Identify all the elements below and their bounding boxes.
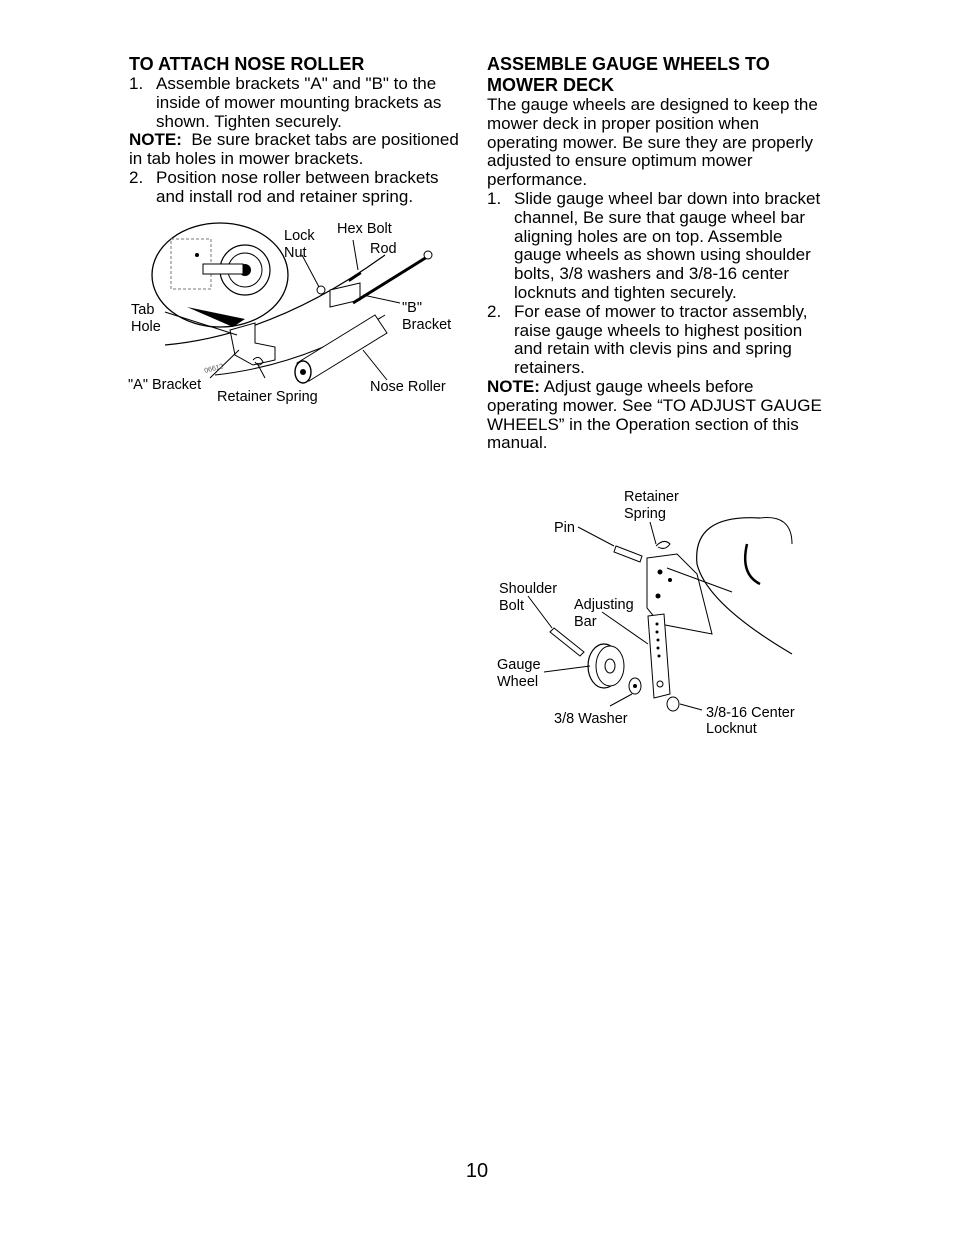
label-tab: Tab [131, 302, 155, 318]
gauge-wheels-heading: ASSEMBLE GAUGE WHEELS TO MOWER DECK [487, 54, 770, 95]
part-code: 06612 [203, 363, 225, 375]
label-nose-roller: Nose Roller [370, 379, 446, 395]
label-washer: 3/8 Washer [554, 711, 628, 727]
hex-bolt-shape [349, 273, 361, 281]
retainer-spring-clip [656, 541, 670, 548]
nose-roller-note: NOTE: Be sure bracket tabs are positioned in tab holes in mower brackets. [129, 130, 459, 169]
rod-shape [353, 257, 427, 303]
label-pin: Pin [554, 520, 575, 536]
nose-roller-steps [129, 75, 459, 131]
label-nut: Nut [284, 245, 307, 261]
label-hole: Hole [131, 319, 161, 335]
label-hex-bolt: Hex Bolt [337, 221, 392, 237]
b-bracket-shape [330, 283, 360, 307]
label-a-bracket: "A" Bracket [128, 377, 202, 393]
label-bar: Bar [574, 614, 597, 630]
label-lock: Lock [284, 228, 315, 244]
label-rod: Rod [370, 241, 397, 257]
nose-roller-diagram [125, 215, 465, 410]
gauge-wheels-note: NOTE: Adjust gauge wheels before operating mower. See “TO ADJUST GAUGE WHEELS” in the Operation section of this manual. [487, 376, 822, 453]
gauge-wheel-figure [492, 484, 822, 744]
label-b-bracket: Bracket [402, 317, 452, 333]
label-retainer: Retainer [624, 489, 679, 505]
label-shoulder: Shoulder [499, 581, 558, 597]
label-adjusting: Adjusting [574, 597, 634, 613]
pin-shape [614, 546, 642, 562]
label-spring: Spring [624, 506, 666, 522]
label-wheel: Wheel [497, 674, 539, 690]
a-bracket-shape [230, 323, 275, 365]
gauge-wheels-section [487, 54, 825, 453]
gauge-wheels-steps [487, 190, 825, 378]
gauge-wheel-diagram [492, 484, 822, 744]
nose-roller-figure [125, 215, 465, 410]
label-bolt: Bolt [499, 598, 524, 614]
list-item: 2. Position nose roller between brackets and install rod and retainer spring. [129, 167, 439, 206]
list-item: 1. Slide gauge wheel bar down into bracket channel, Be sure that gauge wheel bar aligning holes are on top. Assemble gauge wheels as shown using shoulder bolts, 3/8 washers and 3/8-16 center locknuts and tighten securely. [487, 188, 821, 302]
locknut-shape [667, 697, 679, 711]
label-center-locknut: 3/8-16 Center [706, 705, 795, 721]
page-number: 10 [465, 1160, 489, 1182]
gauge-wheels-intro: The gauge wheels are designed to keep the mower deck in proper position when operating mower. Be sure they are properly adjusted to ensure optimum mower performance. [487, 95, 818, 190]
note-label: NOTE: [487, 376, 540, 396]
lock-nut-shape [317, 286, 325, 294]
label-b-quote: "B" [402, 300, 422, 316]
list-item: 2. For ease of mower to tractor assembly, raise gauge wheels to highest position and retain with clevis pins and spring retainers. [487, 301, 808, 378]
note-label: NOTE: [129, 130, 182, 150]
label-gauge: Gauge [497, 657, 541, 673]
nose-roller-heading: TO ATTACH NOSE ROLLER [129, 54, 365, 74]
nose-roller-section [129, 54, 459, 207]
list-item: 1. Assemble brackets "A" and "B" to the inside of mower mounting brackets as shown. Tighten securely. [129, 74, 442, 131]
label-retainer-spring: Retainer Spring [217, 389, 318, 405]
label-locknut: Locknut [706, 721, 757, 737]
shoulder-bolt-shape [550, 628, 584, 656]
nose-roller-steps-continued [129, 169, 459, 207]
